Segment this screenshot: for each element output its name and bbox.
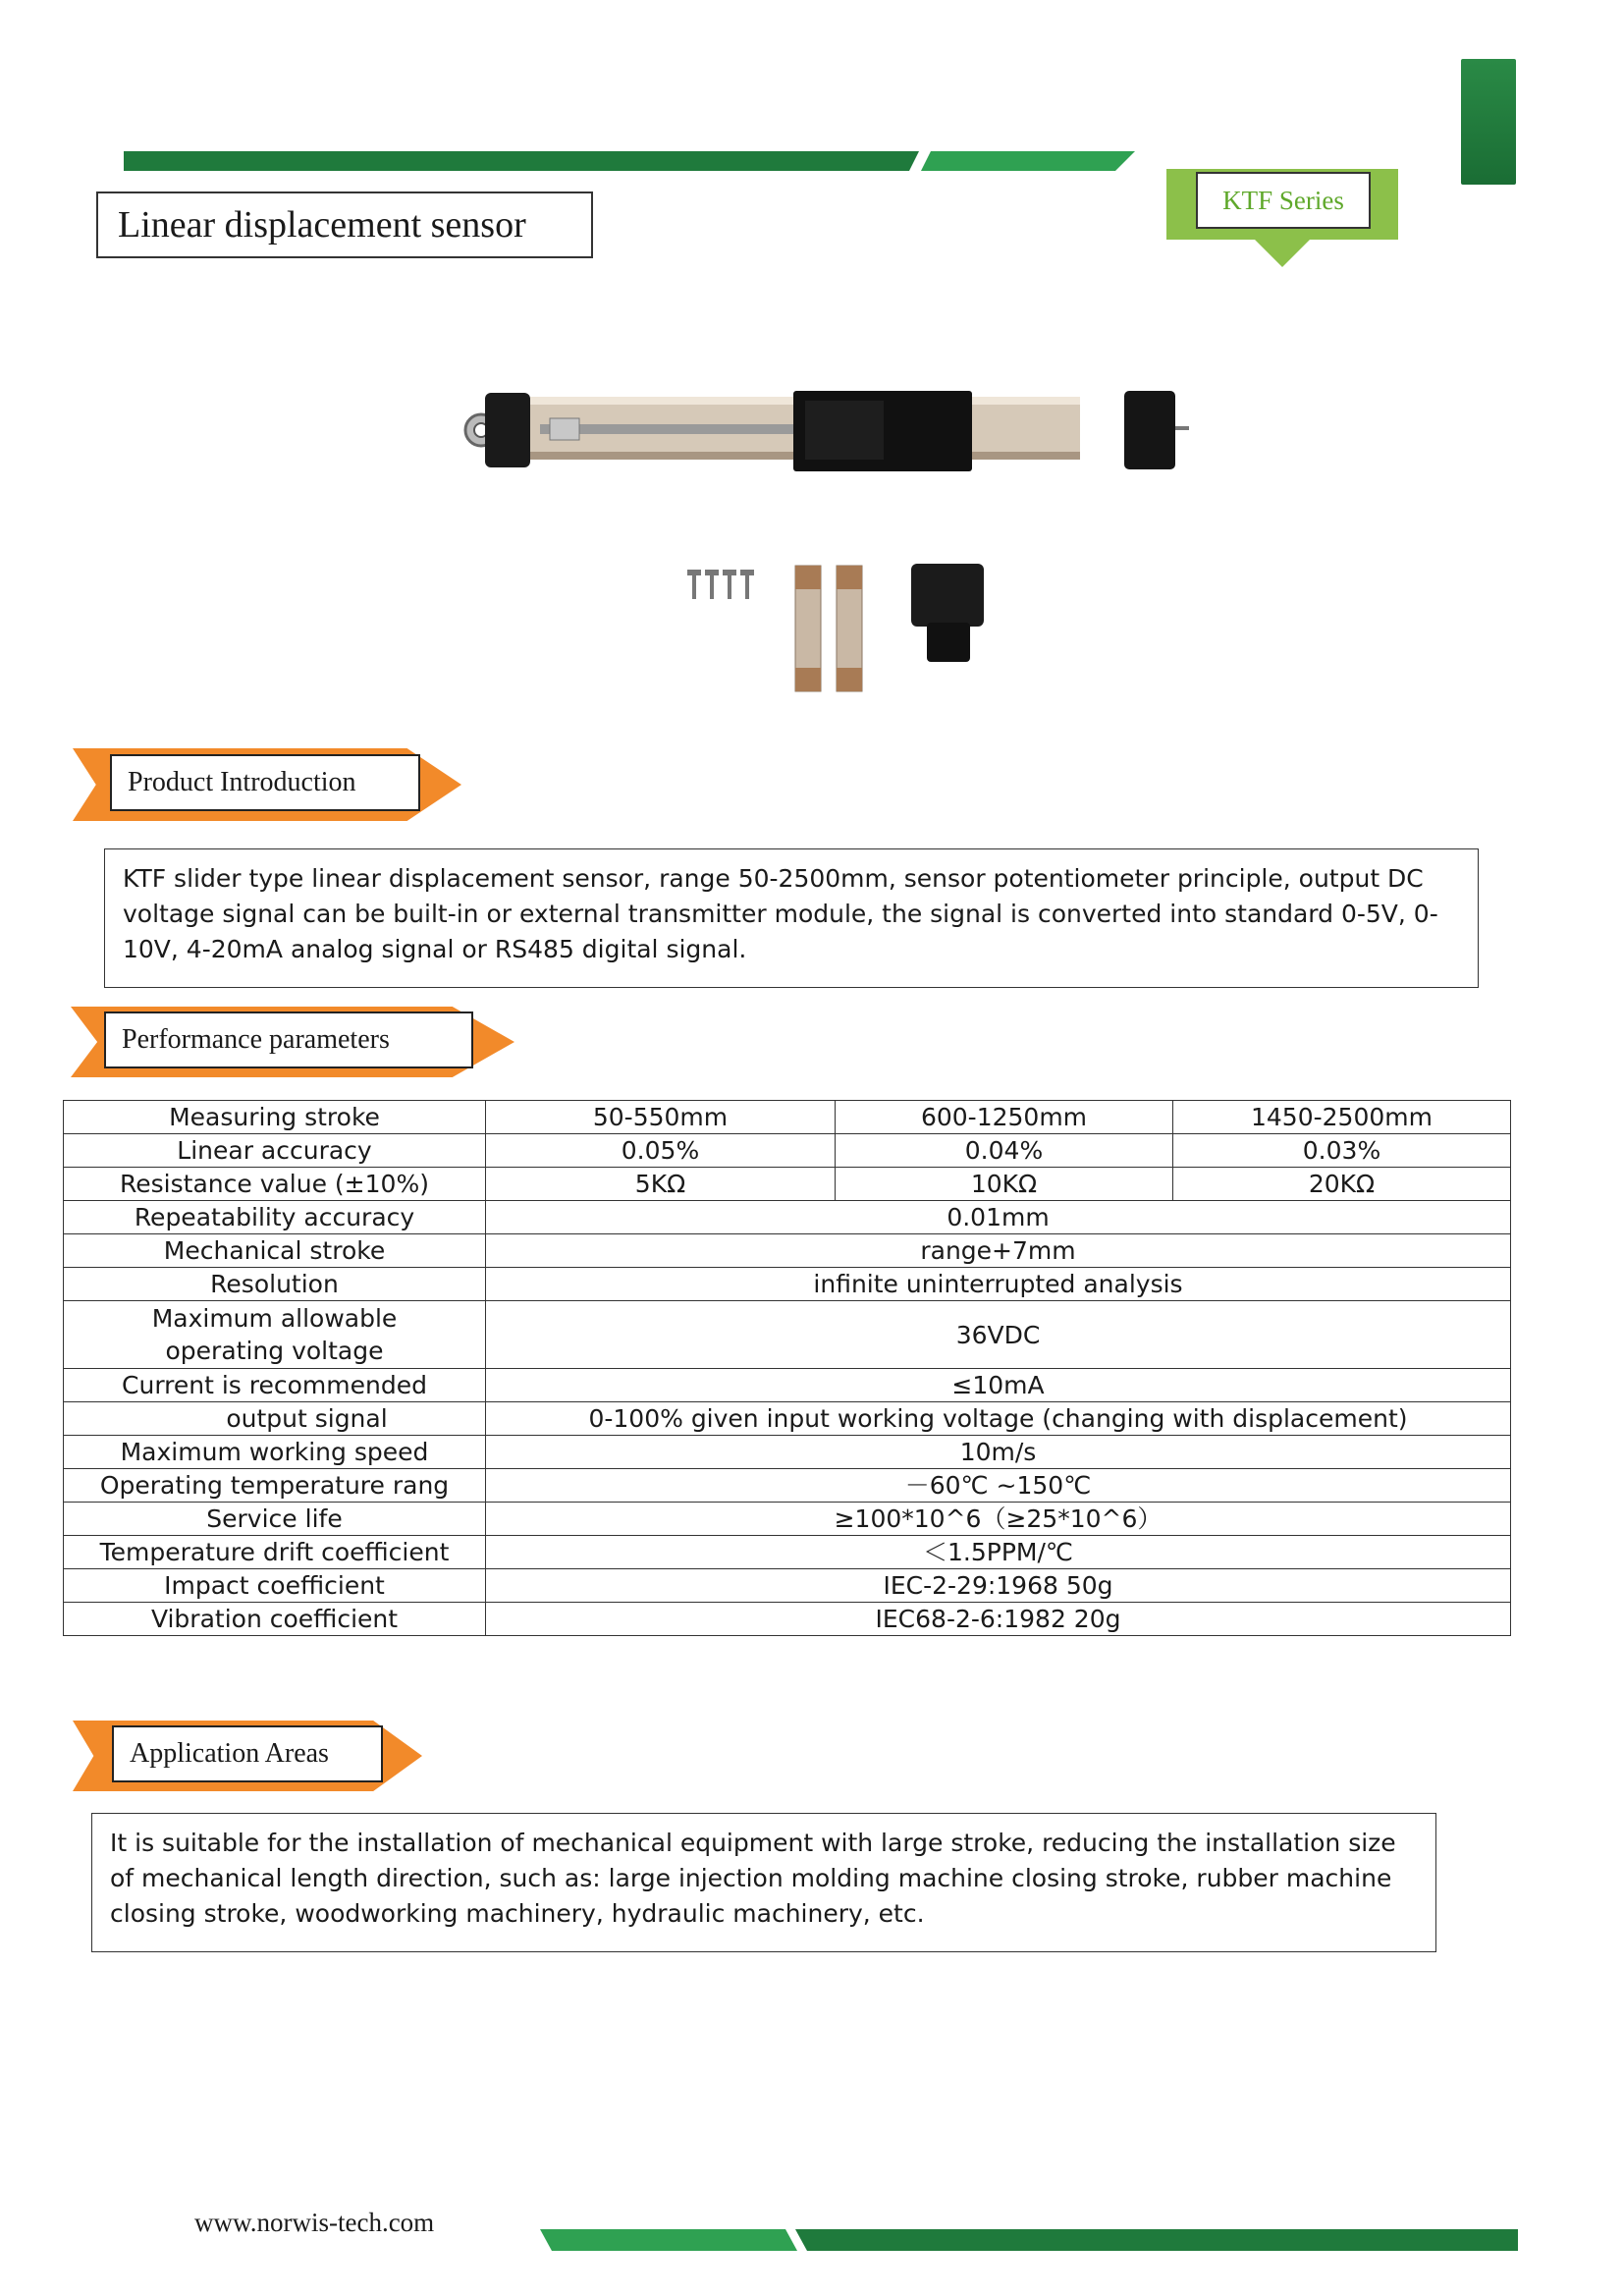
section-heading-intro: Product Introduction: [110, 754, 420, 811]
table-cell: 0-100% given input working voltage (changing with displacement): [486, 1402, 1511, 1436]
down-arrow-icon: [1255, 240, 1310, 267]
table-cell: 20KΩ: [1173, 1168, 1511, 1201]
table-row: [64, 1469, 1511, 1503]
table-cell: range+7mm: [486, 1234, 1511, 1268]
table-cell-label: Temperature drift coefficient: [64, 1536, 486, 1569]
table-row: [64, 1134, 1511, 1168]
table-cell: infinite uninterrupted analysis: [486, 1268, 1511, 1301]
table-cell: －60℃ ~150℃: [486, 1469, 1511, 1503]
table-cell-label: Repeatability accuracy: [64, 1201, 486, 1234]
table-row: [64, 1301, 1511, 1369]
section-heading-performance: Performance parameters: [104, 1011, 473, 1068]
footer-url[interactable]: www.norwis-tech.com: [194, 2208, 435, 2237]
table-row: [64, 1436, 1511, 1469]
table-cell: IEC68-2-6:1982 20g: [486, 1603, 1511, 1636]
table-cell-label: Service life: [64, 1503, 486, 1536]
table-row: [64, 1101, 1511, 1134]
table-cell-label: Mechanical stroke: [64, 1234, 486, 1268]
table-cell: 10KΩ: [836, 1168, 1173, 1201]
table-cell-label: Measuring stroke: [64, 1101, 486, 1134]
table-row: [64, 1201, 1511, 1234]
table-cell: 600-1250mm: [836, 1101, 1173, 1134]
table-cell: 1450-2500mm: [1173, 1101, 1511, 1134]
table-cell: ＜1.5PPM/℃: [486, 1536, 1511, 1569]
table-cell: ≥100*10^6（≥25*10^6）: [486, 1503, 1511, 1536]
table-cell: 0.03%: [1173, 1134, 1511, 1168]
header-stripe: [124, 147, 1145, 175]
intro-text: KTF slider type linear displacement sensor, range 50-2500mm, sensor potentiometer principle, output DC voltage signal can be built-in or external transmitter module, the signal is converted into standard 0-5V, 0-10V, 4-20mA analog signal or RS485 digital signal.: [104, 848, 1479, 988]
table-row: [64, 1536, 1511, 1569]
table-cell-label: Resolution: [64, 1268, 486, 1301]
sensor-image: [452, 383, 1198, 481]
corner-tab: [1461, 59, 1516, 185]
table-cell: 50-550mm: [486, 1101, 836, 1134]
table-cell: 0.01mm: [486, 1201, 1511, 1234]
table-cell-label: Maximum allowable operating voltage: [64, 1301, 486, 1369]
table-cell-label: Vibration coefficient: [64, 1603, 486, 1636]
table-row: [64, 1234, 1511, 1268]
table-cell-label: Linear accuracy: [64, 1134, 486, 1168]
table-cell: 10m/s: [486, 1436, 1511, 1469]
footer-stripe: [540, 2225, 1522, 2255]
table-cell: ≤10mA: [486, 1369, 1511, 1402]
spec-table: [63, 1100, 1511, 1636]
table-row: [64, 1569, 1511, 1603]
table-cell: 0.05%: [486, 1134, 836, 1168]
series-badge: KTF Series: [1196, 172, 1371, 229]
table-row: [64, 1168, 1511, 1201]
table-cell: 36VDC: [486, 1301, 1511, 1369]
table-cell-label: Resistance value (±10%): [64, 1168, 486, 1201]
table-cell: IEC-2-29:1968 50g: [486, 1569, 1511, 1603]
table-cell: 5KΩ: [486, 1168, 836, 1201]
application-text: It is suitable for the installation of mechanical equipment with large stroke, reducing the installation size of mechanical length direction, such as: large injection molding machine closing stroke, rubber machine closing stroke, woodworking machinery, hydraulic machinery, etc.: [91, 1813, 1436, 1952]
table-cell: 0.04%: [836, 1134, 1173, 1168]
section-heading-application: Application Areas: [112, 1725, 383, 1782]
table-cell-label: Impact coefficient: [64, 1569, 486, 1603]
table-row: [64, 1369, 1511, 1402]
table-cell-label: Operating temperature rang: [64, 1469, 486, 1503]
table-cell-label: Current is recommended: [64, 1369, 486, 1402]
table-cell-label: output signal: [64, 1402, 486, 1436]
table-row: [64, 1503, 1511, 1536]
table-row: [64, 1268, 1511, 1301]
table-row: [64, 1402, 1511, 1436]
accessories-image: [687, 560, 1001, 697]
table-row: [64, 1603, 1511, 1636]
page-title: Linear displacement sensor: [96, 191, 593, 258]
table-cell-label: Maximum working speed: [64, 1436, 486, 1469]
